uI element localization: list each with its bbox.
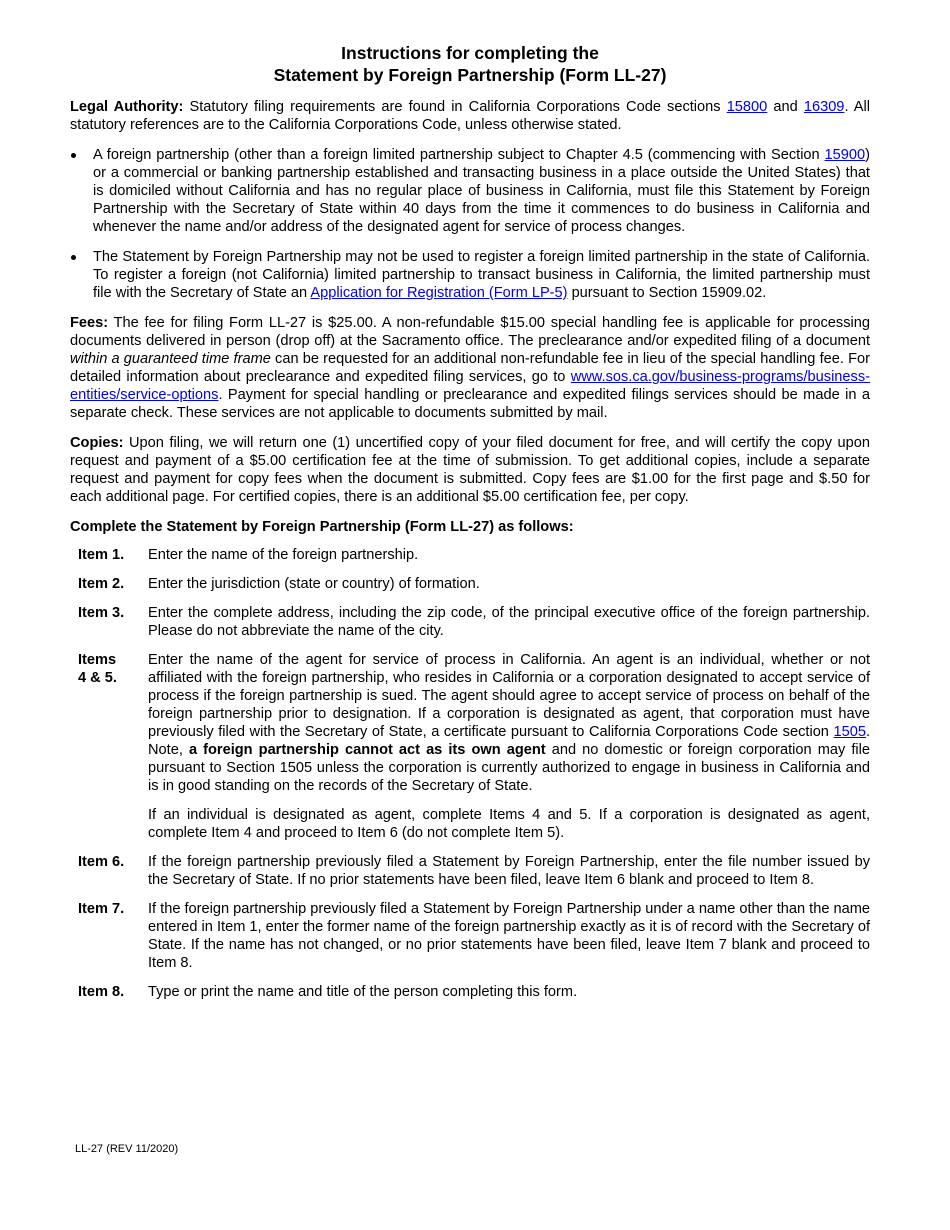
copies-paragraph: Copies: Upon filing, we will return one (1) uncertified copy of your filed document for free, and will certify the copy upon request and payment of a $5.00 certification fee at the time of submission. To get additional copies, include a separate request and payment for copy fees when the document is submitted. Copy fees are $1.00 for the first page and $.50 for each additional page. For certified copies, there is an additional $5.00 certification fee, per copy.: [70, 435, 870, 505]
item-2: [70, 575, 870, 593]
bullet-icon: [71, 255, 76, 260]
item-text: Enter the name of the agent for service of process in California. An agent is an individual, whether or not affiliated with the foreign partnership, who resides in California or a corporation designated to accept service of process if the foreign partnership is sued. The agent should agree to accept service of process on behalf of the foreign partnership prior to designation. If a corporation is designated as agent, that corporation must have previously filed with the Secretary of State, a certificate pursuant to California Corporations Code section 1505. Note, a foreign partnership cannot act as its own agent and no domestic or foreign corporation may file pursuant to Section 1505 unless the corporation is currently authorized to engage in business in California and is in good standing on the records of the Secretary of State.: [148, 652, 870, 794]
section-1505-link[interactable]: 1505: [833, 724, 866, 740]
list-item: The Statement by Foreign Partnership may not be used to register a foreign limited partnership in the state of California. To register a foreign (not California) limited partnership to transact business in California, the limited partnership must file with the Secretary of State an Application for Registration (Form LP-5) pursuant to Section 15909.02.: [70, 248, 870, 302]
item-3: [70, 604, 870, 640]
section-15900-link[interactable]: 15900: [824, 147, 866, 163]
title-line-2: Statement by Foreign Partnership (Form LL-27): [273, 65, 667, 85]
page-title: [70, 42, 870, 86]
item-label: Item 1.: [78, 547, 125, 563]
item-text: If the foreign partnership previously filed a Statement by Foreign Partnership, enter the file number issued by the Secretary of State. If no prior statements have been filed, leave Item 6 blank and proceed to Item 8.: [148, 854, 870, 888]
item-text: If the foreign partnership previously filed a Statement by Foreign Partnership under a name other than the name entered in Item 1, enter the former name of the foreign partnership exactly as it is of record with the Secretary of State. If the name has not changed, or no prior statements have been filed, leave Item 7 blank and proceed to Item 8.: [148, 901, 870, 971]
copies-label: Copies:: [70, 435, 124, 451]
own-agent-warning: a foreign partnership cannot act as its own agent: [188, 742, 546, 758]
section-16309-link[interactable]: 16309: [803, 99, 845, 115]
form-lp5-link[interactable]: Application for Registration (Form LP-5): [310, 285, 568, 301]
list-item: A foreign partnership (other than a foreign limited partnership subject to Chapter 4.5 (commencing with Section 15900) or a commercial or banking partnership established and transacting business in a place outside the United States) that is domiciled without California and has no regular place of business in California, must file this Statement by Foreign Partnership with the Secretary of State within 40 days from the time it commences to do business in California and whenever the name and/or address of the designated agent for service of process changes.: [70, 146, 870, 236]
item-6: [70, 853, 870, 889]
item-label: Item 7.: [78, 901, 125, 917]
item-4-5: [70, 651, 870, 842]
legal-authority-label: Legal Authority:: [70, 99, 184, 115]
item-text: Type or print the name and title of the person completing this form.: [148, 984, 578, 1000]
item-8: [70, 983, 870, 1001]
title-line-1: Instructions for completing the: [341, 43, 599, 63]
item-label: Item 3.: [78, 605, 125, 621]
item-text: Enter the name of the foreign partnership.: [148, 547, 419, 563]
form-revision-footer: LL-27 (REV 11/2020): [75, 1143, 179, 1155]
item-text: Enter the jurisdiction (state or country) of formation.: [148, 576, 480, 592]
item-text: Enter the complete address, including the zip code, of the principal executive office of the foreign partnership. Please do not abbreviate the name of the city.: [148, 605, 870, 639]
instructions-page: [70, 42, 870, 1012]
section-15800-link[interactable]: 15800: [726, 99, 768, 115]
item-label: Item 6.: [78, 854, 125, 870]
item-label: Items 4 & 5.: [78, 652, 117, 686]
fees-paragraph: Fees: The fee for filing Form LL-27 is $25.00. A non-refundable $15.00 special handling fee is applicable for processing documents delivered in person (drop off) at the Sacramento office. The preclearance and/or expedited filing of a document within a guaranteed time frame can be requested for an additional non-refundable fee in lieu of the special handling fee. For detailed information about preclearance and expedited filing services, go to www.sos.ca.gov/business-programs/business-entities/service-options. Payment for special handling or preclearance and expedited filings services should be made in a separate check. These services are not applicable to documents submitted by mail.: [70, 315, 870, 421]
legal-authority-paragraph: Legal Authority: Statutory filing requirements are found in California Corporations Code sections 15800 and 16309. All statutory references are to the California Corporations Code, unless otherwise stated.: [70, 99, 871, 133]
item-1: [70, 546, 870, 564]
item-label: Item 8.: [78, 984, 125, 1000]
fees-label: Fees:: [70, 315, 109, 331]
item-7: [70, 900, 870, 972]
item-text-secondary: If an individual is designated as agent, complete Items 4 and 5. If a corporation is designated as agent, complete Item 4 and proceed to Item 6 (do not complete Item 5).: [148, 807, 870, 841]
bullet-icon: [71, 153, 76, 158]
requirements-list: [70, 146, 870, 302]
service-options-link[interactable]: www.sos.ca.gov/business-programs/business-entities/service-options: [70, 369, 870, 403]
instructions-heading: Complete the Statement by Foreign Partnership (Form LL-27) as follows:: [70, 519, 574, 535]
item-label: Item 2.: [78, 576, 125, 592]
